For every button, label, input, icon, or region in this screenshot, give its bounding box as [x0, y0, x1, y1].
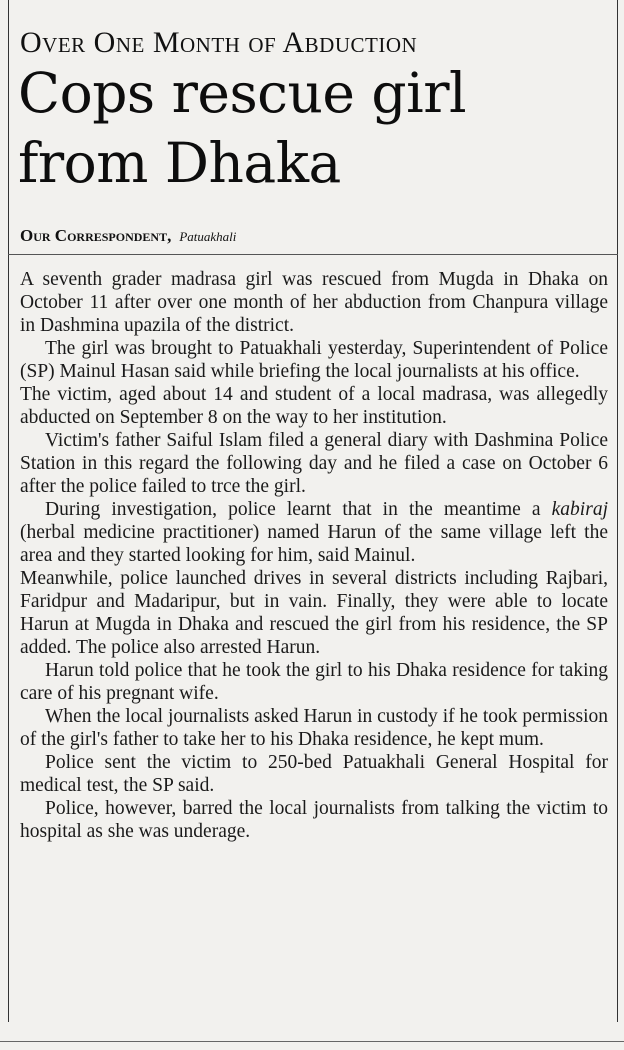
paragraph-4: Victim's father Saiful Islam filed a general diary with Dashmina Police Station in this regard the following day and he filed a case on October 6 after the police failed to trce the girl.	[20, 430, 608, 497]
kicker: Over One Month of Abduction	[20, 26, 418, 59]
paragraph-5-after: (herbal medicine practitioner) named Harun of the same village left the area and they started looking for him, said Mainul.	[20, 522, 608, 566]
byline-location: Patuakhali	[179, 229, 237, 244]
paragraph-8: When the local journalists asked Harun in custody if he took permission of the girl's father to take her to his Dhaka residence, he kept mum.	[20, 706, 608, 750]
paragraph-7: Harun told police that he took the girl to his Dhaka residence for taking care of his pregnant wife.	[20, 660, 608, 704]
paragraph-5-italic: kabiraj	[551, 499, 608, 520]
byline	[20, 226, 236, 246]
paragraph-9: Police sent the victim to 250-bed Patuakhali General Hospital for medical test, the SP said.	[20, 752, 608, 796]
headline	[18, 58, 466, 198]
paragraph-3: The victim, aged about 14 and student of a local madrasa, was allegedly abducted on September 8 on the way to her institution.	[20, 384, 608, 428]
byline-author: Our Correspondent,	[20, 226, 172, 245]
article-body	[20, 268, 608, 843]
paragraph-5	[20, 498, 608, 567]
paragraph-2: The girl was brought to Patuakhali yesterday, Superintendent of Police (SP) Mainul Hasan said while briefing the local journalists at his office.	[20, 338, 608, 382]
column-rule-right	[617, 0, 618, 1022]
paragraph-10: Police, however, barred the local journalists from talking the victim to hospital as she was underage.	[20, 798, 608, 842]
paragraph-1: A seventh grader madrasa girl was rescued from Mugda in Dhaka on October 11 after over one month of her abduction from Chanpura village in Dashmina upazila of the district.	[20, 269, 608, 336]
bottom-rule	[0, 1041, 624, 1042]
paragraph-6: Meanwhile, police launched drives in several districts including Rajbari, Faridpur and Madaripur, but in vain. Finally, they were able to locate Harun at Mugda in Dhaka and rescued the girl from his residence, the SP added. The police also arrested Harun.	[20, 568, 608, 658]
headline-line-2: from Dhaka	[18, 131, 341, 195]
headline-line-1: Cops rescue girl	[18, 61, 467, 125]
header-divider	[8, 254, 618, 255]
column-rule-left	[8, 0, 9, 1022]
paragraph-5-before: During investigation, police learnt that in the meantime a	[45, 499, 552, 520]
